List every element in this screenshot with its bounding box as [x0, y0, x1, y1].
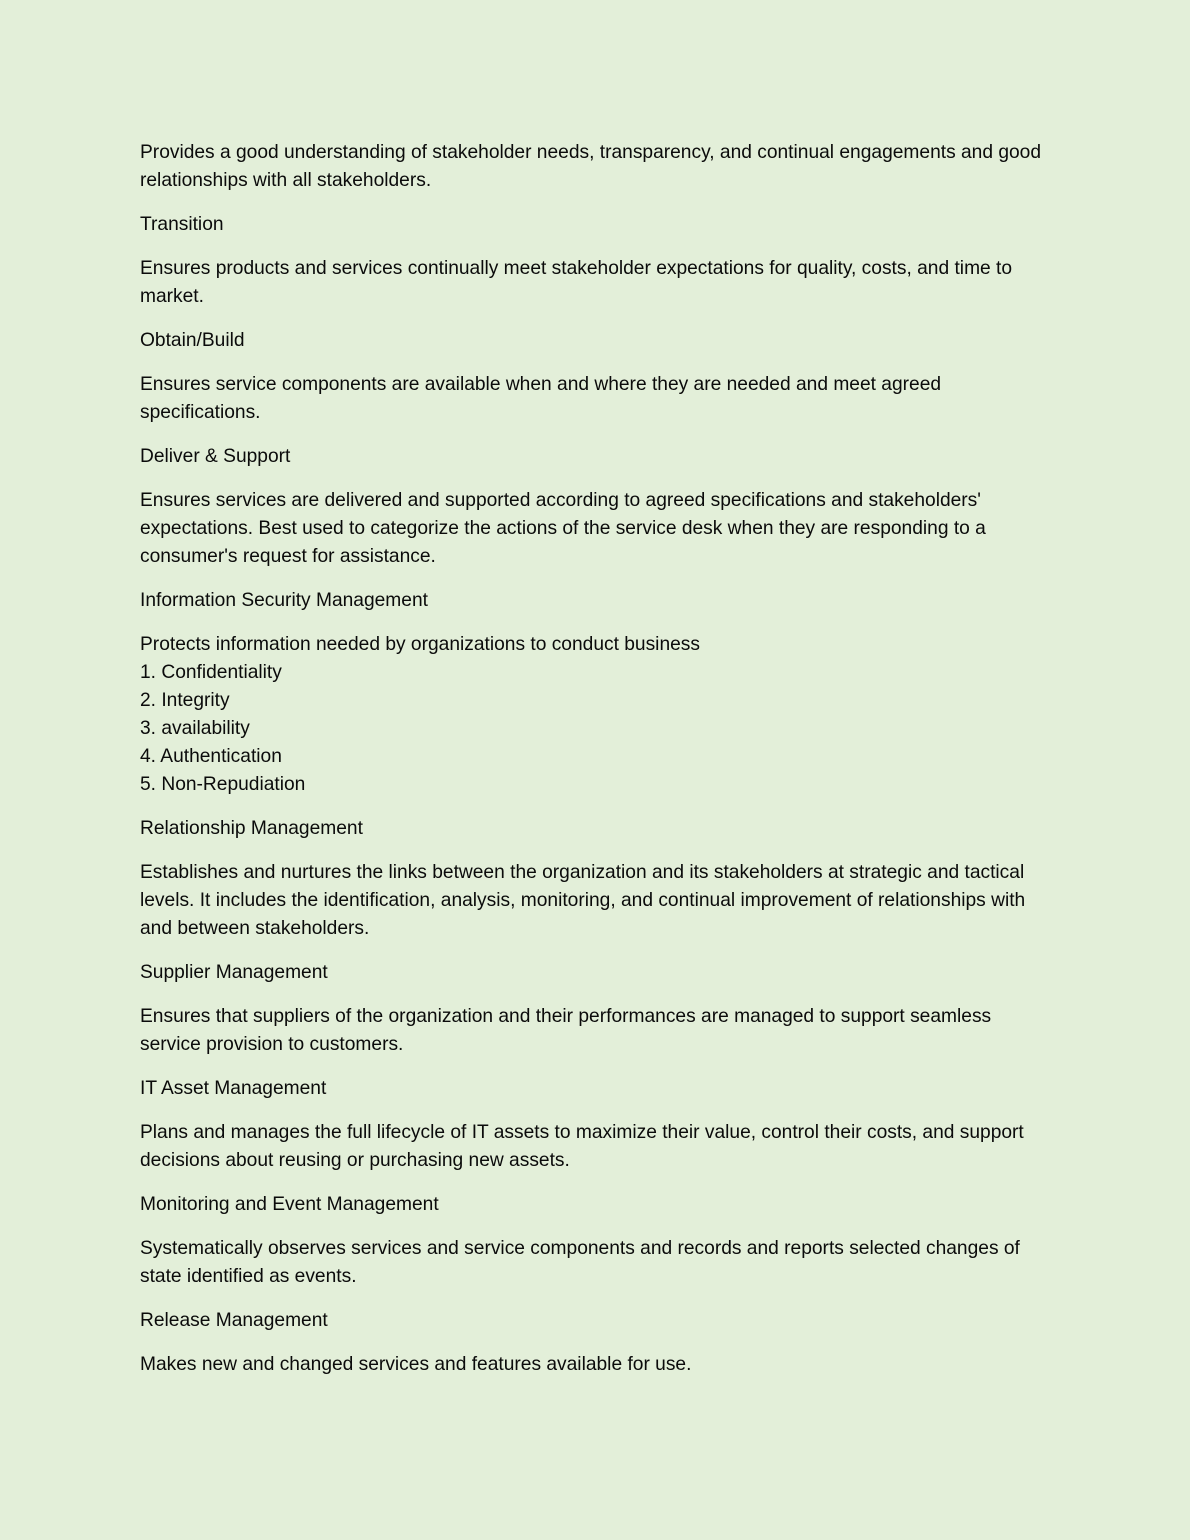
list-item: 4. Authentication [140, 746, 282, 767]
intro-paragraph: Provides a good understanding of stakeholder needs, transparency, and continual engagements and good relationships with all stakeholders. [140, 142, 1042, 191]
list-item: 2. Integrity [140, 690, 230, 711]
section-text-supplier-management: Ensures that suppliers of the organization and their performances are managed to support seamless service provision to customers. [140, 1006, 992, 1055]
section-title-information-security: Information Security Management [140, 590, 428, 611]
section-title-relationship-management: Relationship Management [140, 818, 363, 839]
section-text-deliver-support: Ensures services are delivered and supported according to agreed specifications and stakeholders' expectations. Best used to categorize the actions of the service desk when they are responding to a consumer's request for assistance. [140, 490, 986, 567]
section-title-release-management: Release Management [140, 1310, 328, 1331]
section-title-deliver-support: Deliver & Support [140, 446, 291, 467]
section-title-it-asset-management: IT Asset Management [140, 1078, 327, 1099]
section-text-release-management: Makes new and changed services and features available for use. [140, 1354, 692, 1375]
section-title-transition: Transition [140, 214, 224, 235]
section-text-relationship-management: Establishes and nurtures the links between the organization and its stakeholders at strategic and tactical levels. It includes the identification, analysis, monitoring, and continual improvement of relationships with and between stakeholders. [140, 862, 1026, 939]
section-title-supplier-management: Supplier Management [140, 962, 328, 983]
list-item: 5. Non-Repudiation [140, 774, 306, 795]
section-text-monitoring-event-management: Systematically observes services and service components and records and reports selected changes of state identified as events. [140, 1238, 1020, 1287]
list-item: 3. availability [140, 718, 250, 739]
section-text-it-asset-management: Plans and manages the full lifecycle of IT assets to maximize their value, control their costs, and support decisions about reusing or purchasing new assets. [140, 1122, 1024, 1171]
section-text-transition: Ensures products and services continually meet stakeholder expectations for quality, costs, and time to market. [140, 258, 1013, 307]
section-title-monitoring-event-management: Monitoring and Event Management [140, 1194, 439, 1215]
section-title-obtain-build: Obtain/Build [140, 330, 245, 351]
list-item: 1. Confidentiality [140, 662, 282, 683]
section-text-obtain-build: Ensures service components are available when and where they are needed and meet agreed specifications. [140, 374, 942, 423]
section-text-information-security: Protects information needed by organizations to conduct business [140, 634, 700, 655]
information-security-list [140, 631, 1055, 799]
